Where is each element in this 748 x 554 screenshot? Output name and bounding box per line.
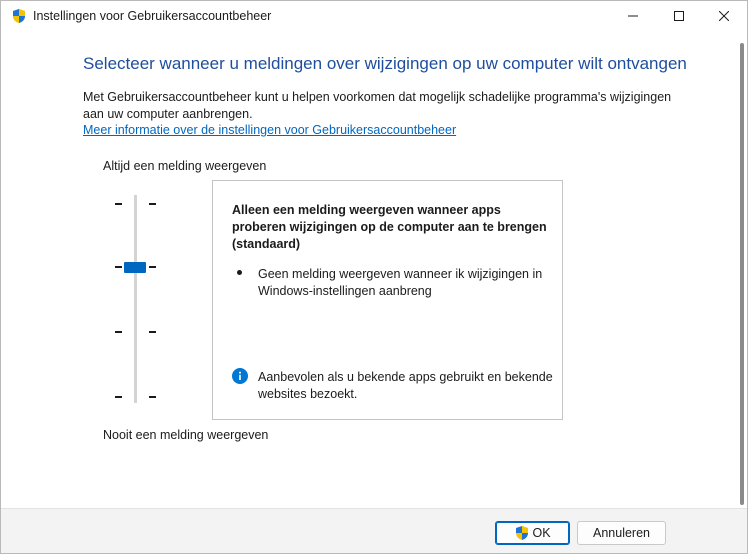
info-icon (232, 368, 248, 384)
setting-title: Alleen een melding weergeven wanneer apps proberen wijzigingen op de computer aan te brengen (standaard) (232, 203, 547, 251)
cancel-button-label: Annuleren (593, 526, 650, 540)
slider-tick-left (115, 396, 122, 398)
close-icon (719, 11, 729, 21)
description-text: Met Gebruikersaccountbeheer kunt u helpen voorkomen dat mogelijk schadelijke programma's wijzigingen aan uw computer aanbrengen. (83, 90, 672, 121)
close-button[interactable] (701, 1, 747, 31)
bullet-icon (237, 270, 242, 275)
slider-tick-left (115, 331, 122, 333)
slider-tick-right (149, 331, 156, 333)
vertical-scrollbar[interactable] (740, 43, 744, 505)
title-bar[interactable] (1, 1, 747, 31)
minimize-icon (628, 11, 638, 21)
maximize-icon (674, 11, 684, 21)
uac-shield-icon (11, 8, 27, 24)
slider-tick-left (115, 203, 122, 205)
uac-shield-icon (514, 525, 530, 541)
slider-label-always-notify: Altijd een melding weergeven (103, 159, 267, 173)
cancel-button[interactable] (577, 521, 666, 545)
slider-tick-right (149, 396, 156, 398)
slider-track[interactable] (134, 195, 137, 403)
maximize-button[interactable] (656, 1, 702, 31)
slider-tick-right (149, 266, 156, 268)
setting-bullet-text: Geen melding weergeven wanneer ik wijzigingen in Windows-instellingen aanbreng (258, 267, 543, 298)
slider-tick-left (115, 266, 122, 268)
page-heading: Selecteer wanneer u meldingen over wijzigingen op uw computer wilt ontvangen (83, 54, 687, 73)
dialog-footer (1, 508, 747, 553)
slider-label-never-notify: Nooit een melding weergeven (103, 428, 269, 442)
slider-thumb[interactable] (124, 262, 146, 273)
slider-tick-right (149, 203, 156, 205)
window-title: Instellingen voor Gebruikersaccountbeheer (33, 9, 272, 23)
notification-level-slider[interactable] (111, 195, 161, 407)
setting-description-box (212, 180, 563, 420)
ok-button[interactable] (495, 521, 570, 545)
minimize-button[interactable] (610, 1, 656, 31)
recommendation-text: Aanbevolen als u bekende apps gebruikt en bekende websites bezoekt. (258, 370, 553, 401)
ok-button-label: OK (532, 526, 551, 540)
more-info-link[interactable]: Meer informatie over de instellingen voor Gebruikersaccountbeheer (83, 123, 457, 137)
